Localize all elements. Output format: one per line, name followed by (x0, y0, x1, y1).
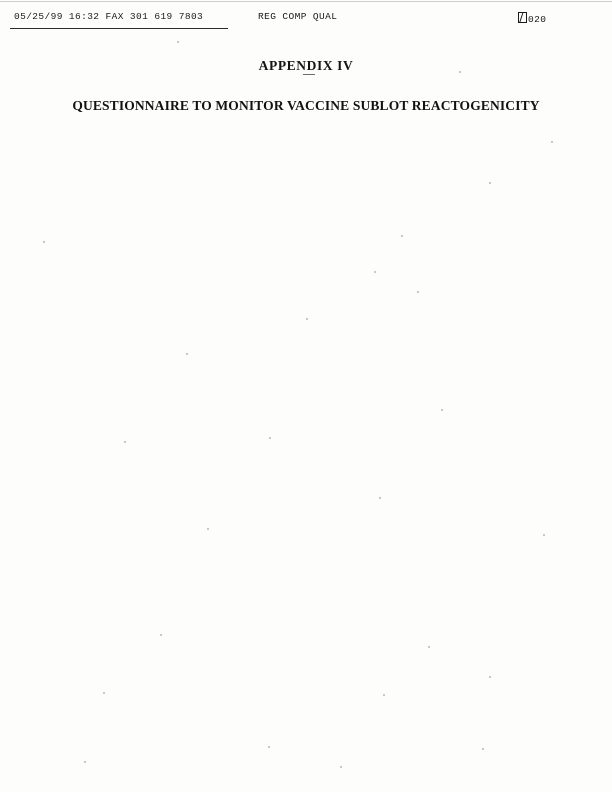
fax-page-icon (518, 12, 527, 23)
scan-speck (441, 409, 443, 411)
fax-sender: REG COMP QUAL (258, 11, 338, 22)
page-top-edge-line (0, 1, 612, 2)
scan-speck (186, 353, 188, 355)
fax-timestamp: 05/25/99 16:32 (14, 11, 100, 22)
fax-line-number: FAX 301 619 7803 (105, 11, 204, 22)
scan-speck (124, 441, 126, 443)
scan-speck (306, 318, 308, 320)
fax-header-left (14, 11, 203, 22)
title-underline (303, 74, 315, 75)
page-subtitle: QUESTIONNAIRE TO MONITOR VACCINE SUBLOT REACTOGENICITY (72, 98, 540, 113)
scan-speck (207, 528, 209, 530)
scan-speck (482, 748, 484, 750)
scan-speck (489, 182, 491, 184)
scan-speck (160, 634, 162, 636)
scan-speck (401, 235, 403, 237)
scan-speck (374, 271, 376, 273)
page-title: APPENDIX IV (258, 58, 354, 73)
scan-speck (269, 437, 271, 439)
scan-speck (383, 694, 385, 696)
scan-speck (177, 41, 179, 43)
scan-speck (103, 692, 105, 694)
scan-speck (543, 534, 545, 536)
scan-speck (417, 291, 419, 293)
fax-header-underline (10, 28, 228, 29)
fax-page-count (518, 11, 546, 25)
scan-speck (428, 646, 430, 648)
scan-speck (489, 676, 491, 678)
scan-speck (551, 141, 553, 143)
scan-speck (340, 766, 342, 768)
scan-speck (268, 746, 270, 748)
fax-header (0, 8, 612, 30)
scan-speck (43, 241, 45, 243)
scan-speck (84, 761, 86, 763)
scan-speck (379, 497, 381, 499)
fax-page-number: 020 (528, 14, 547, 25)
